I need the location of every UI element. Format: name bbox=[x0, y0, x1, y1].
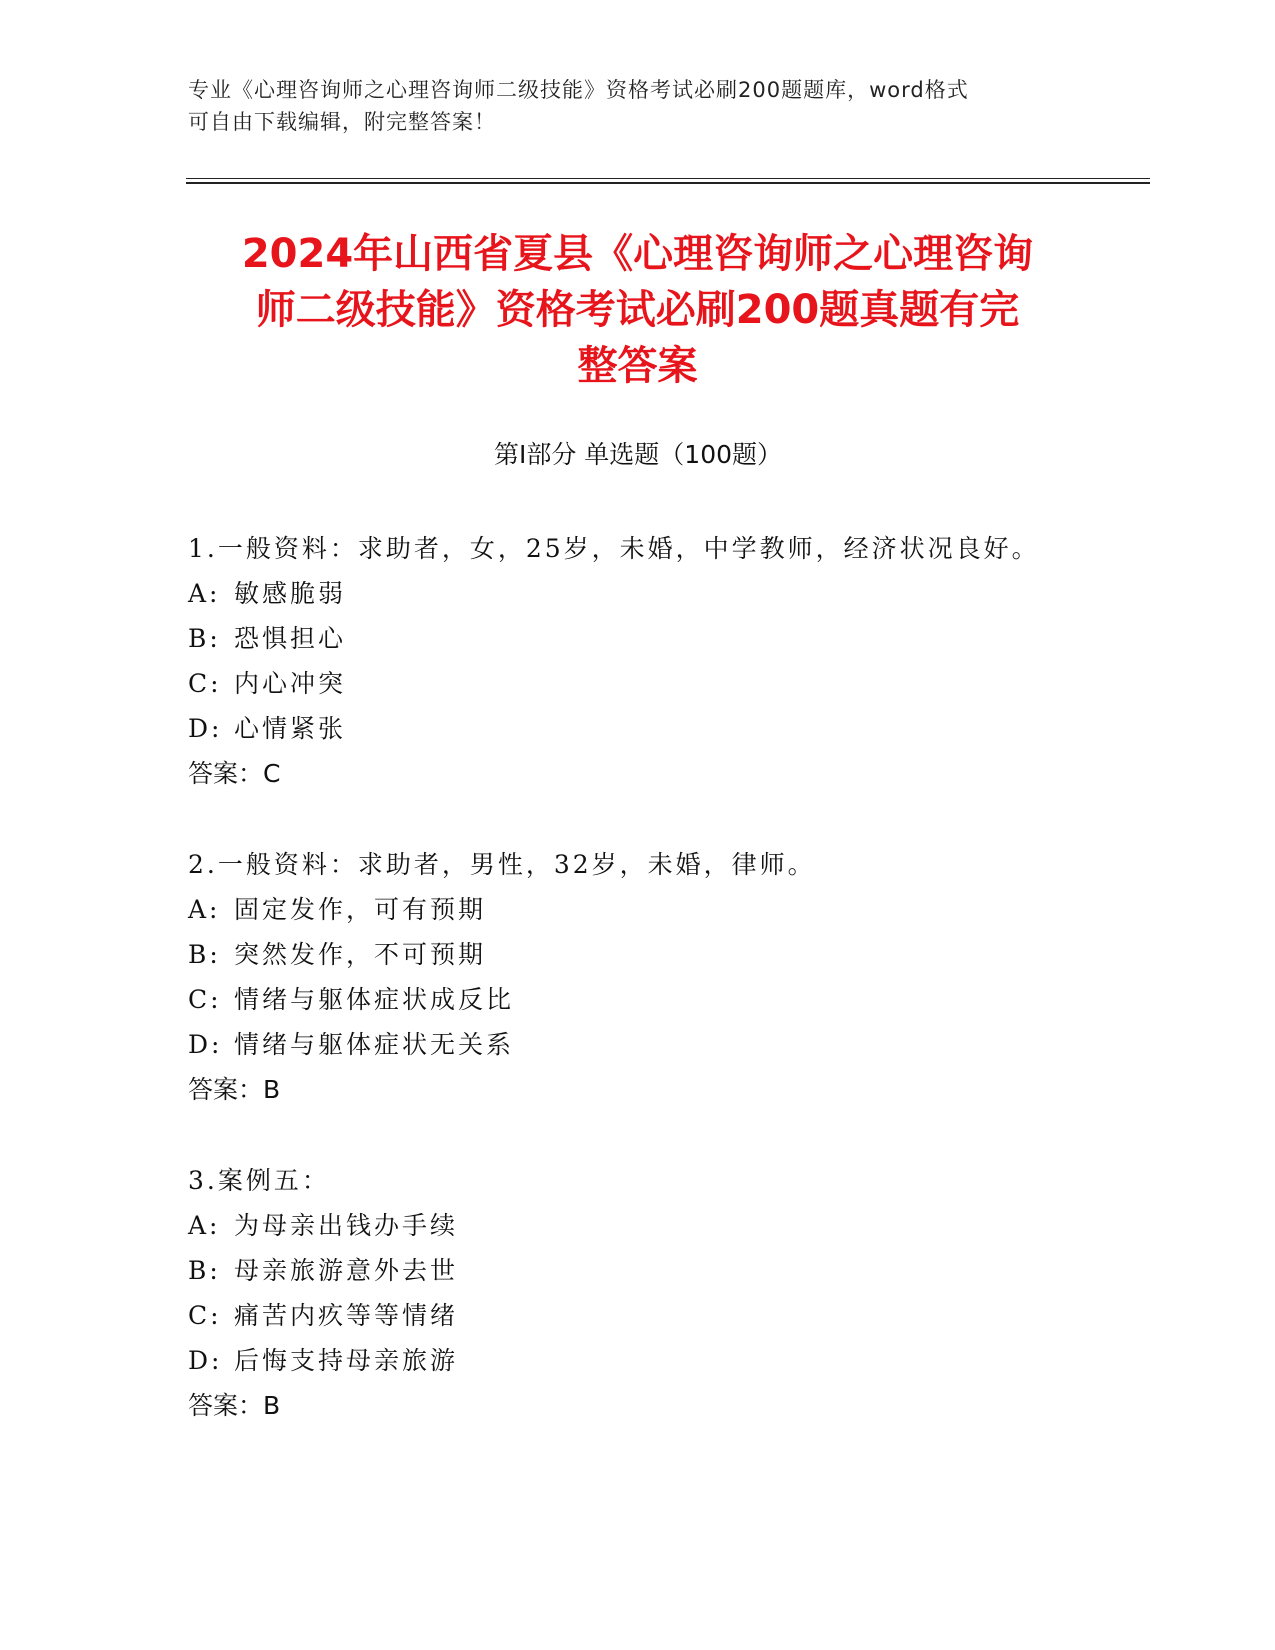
option-letter: D: bbox=[188, 1030, 223, 1059]
option-letter: B: bbox=[188, 624, 221, 653]
answer: 答案：C bbox=[188, 759, 281, 788]
option-d bbox=[188, 1338, 1148, 1383]
option-b bbox=[188, 1248, 1148, 1293]
header-rule-thick bbox=[186, 182, 1150, 184]
option-c bbox=[188, 661, 1148, 706]
option-letter: D: bbox=[188, 714, 223, 743]
option-letter: A: bbox=[188, 579, 221, 608]
option-b bbox=[188, 932, 1148, 977]
option-letter: B: bbox=[188, 1256, 221, 1285]
option-text: 内心冲突 bbox=[234, 669, 347, 698]
document-title bbox=[160, 226, 1115, 394]
option-letter: D: bbox=[188, 1346, 223, 1375]
question-stem: 3.案例五： bbox=[188, 1166, 330, 1195]
header-rule-thin bbox=[186, 178, 1150, 179]
option-letter: A: bbox=[188, 1211, 221, 1240]
question-list bbox=[188, 526, 1148, 1474]
option-letter: C: bbox=[188, 1301, 222, 1330]
title-line-1: 2024年山西省夏县《心理咨询师之心理咨询 bbox=[241, 231, 1034, 277]
title-line-2: 师二级技能》资格考试必刷200题真题有完 bbox=[255, 287, 1020, 333]
option-a bbox=[188, 887, 1148, 932]
option-letter: C: bbox=[188, 669, 222, 698]
option-a bbox=[188, 1203, 1148, 1248]
question-1 bbox=[188, 526, 1148, 796]
question-stem: 1.一般资料：求助者，女，25岁，未婚，中学教师，经济状况良好。 bbox=[188, 534, 1040, 563]
question-2 bbox=[188, 842, 1148, 1112]
option-text: 痛苦内疚等等情绪 bbox=[234, 1301, 459, 1330]
option-d bbox=[188, 706, 1148, 751]
title-line-3: 整答案 bbox=[577, 343, 698, 389]
option-letter: C: bbox=[188, 985, 222, 1014]
header-note-line-2: 可自由下载编辑，附完整答案！ bbox=[188, 110, 496, 134]
option-letter: A: bbox=[188, 895, 221, 924]
option-letter: B: bbox=[188, 940, 221, 969]
option-text: 情绪与躯体症状成反比 bbox=[234, 985, 515, 1014]
option-c bbox=[188, 977, 1148, 1022]
question-3 bbox=[188, 1158, 1148, 1428]
option-text: 情绪与躯体症状无关系 bbox=[234, 1030, 515, 1059]
option-text: 母亲旅游意外去世 bbox=[234, 1256, 459, 1285]
option-text: 恐惧担心 bbox=[234, 624, 347, 653]
option-b bbox=[188, 616, 1148, 661]
answer: 答案：B bbox=[188, 1075, 281, 1104]
question-stem: 2.一般资料：求助者，男性，32岁，未婚，律师。 bbox=[188, 850, 816, 879]
option-a bbox=[188, 571, 1148, 616]
option-text: 为母亲出钱办手续 bbox=[234, 1211, 459, 1240]
option-d bbox=[188, 1022, 1148, 1067]
option-text: 敏感脆弱 bbox=[234, 579, 347, 608]
option-text: 固定发作，可有预期 bbox=[234, 895, 487, 924]
header-note bbox=[188, 74, 1088, 138]
option-text: 突然发作，不可预期 bbox=[234, 940, 487, 969]
option-c bbox=[188, 1293, 1148, 1338]
option-text: 后悔支持母亲旅游 bbox=[234, 1346, 459, 1375]
section-heading: 第Ⅰ部分 单选题（100题） bbox=[493, 440, 783, 469]
header-note-line-1: 专业《心理咨询师之心理咨询师二级技能》资格考试必刷200题题库，word格式 bbox=[188, 78, 969, 102]
answer: 答案：B bbox=[188, 1391, 281, 1420]
option-text: 心情紧张 bbox=[234, 714, 347, 743]
